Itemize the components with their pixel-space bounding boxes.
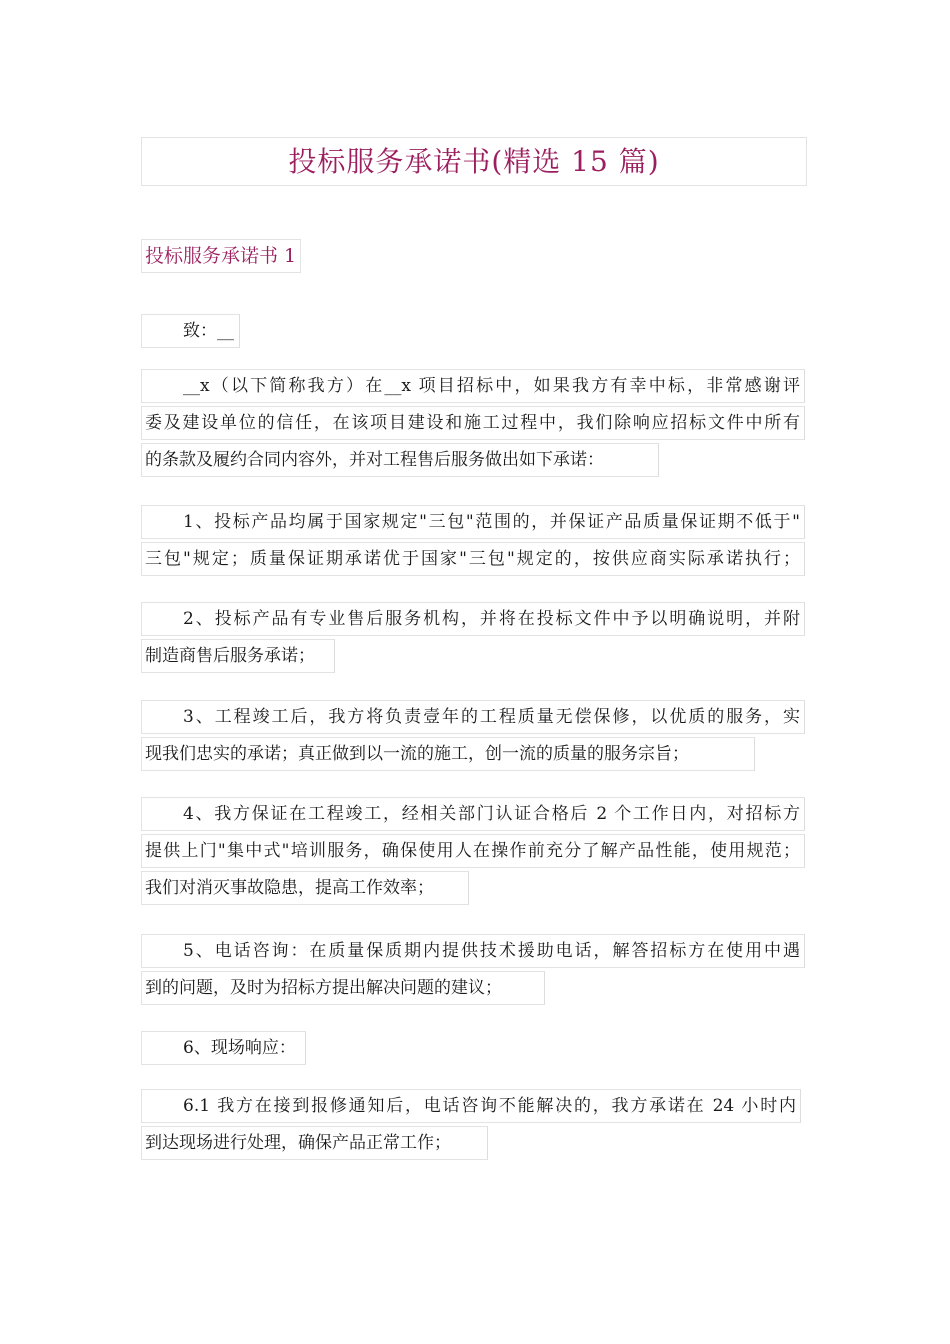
paragraph-line: __x（以下简称我方）在__x 项目招标中，如果我方有幸中标，非常感谢评 bbox=[141, 369, 805, 403]
paragraph-line: 6.1 我方在接到报修通知后，电话咨询不能解决的，我方承诺在 24 小时内 bbox=[141, 1089, 801, 1123]
paragraph-line: 6、现场响应： bbox=[141, 1031, 306, 1065]
section-heading-box bbox=[141, 239, 301, 273]
paragraph-line: 委及建设单位的信任，在该项目建设和施工过程中，我们除响应招标文件中所有 bbox=[141, 406, 805, 440]
commitment-item-6 bbox=[141, 1031, 807, 1065]
paragraph-line: 3、工程竣工后，我方将负责壹年的工程质量无偿保修，以优质的服务，实 bbox=[141, 700, 805, 734]
title-box bbox=[141, 137, 807, 186]
paragraph-line: 到达现场进行处理，确保产品正常工作； bbox=[141, 1126, 488, 1160]
paragraph-line: 2、投标产品有专业售后服务机构，并将在投标文件中予以明确说明，并附 bbox=[141, 602, 805, 636]
paragraph-line: 现我们忠实的承诺；真正做到以一流的施工，创一流的质量的服务宗旨； bbox=[141, 737, 755, 771]
commitment-item-1 bbox=[141, 505, 807, 576]
paragraph-line: 制造商售后服务承诺； bbox=[141, 639, 335, 673]
commitment-item-2 bbox=[141, 602, 807, 673]
paragraph-line: 三包"规定；质量保证期承诺优于国家"三包"规定的，按供应商实际承诺执行； bbox=[141, 542, 805, 576]
paragraph-line: 致：__ bbox=[141, 314, 240, 348]
section-heading: 投标服务承诺书 1 bbox=[145, 244, 297, 267]
paragraph-line: 提供上门"集中式"培训服务，确保使用人在操作前充分了解产品性能，使用规范； bbox=[141, 834, 805, 868]
intro-paragraph bbox=[141, 369, 807, 477]
commitment-item-3 bbox=[141, 700, 807, 771]
paragraph-line: 5、电话咨询：在质量保质期内提供技术援助电话，解答招标方在使用中遇 bbox=[141, 934, 805, 968]
commitment-item-6-1 bbox=[141, 1089, 807, 1160]
paragraph-line: 1、投标产品均属于国家规定"三包"范围的，并保证产品质量保证期不低于" bbox=[141, 505, 805, 539]
salutation-paragraph bbox=[141, 314, 807, 348]
paragraph-line: 4、我方保证在工程竣工，经相关部门认证合格后 2 个工作日内，对招标方 bbox=[141, 797, 805, 831]
paragraph-line: 到的问题，及时为招标方提出解决问题的建议； bbox=[141, 971, 545, 1005]
paragraph-line: 我们对消灭事故隐患，提高工作效率； bbox=[141, 871, 469, 905]
document-title: 投标服务承诺书(精选 15 篇) bbox=[288, 144, 660, 178]
commitment-item-5 bbox=[141, 934, 807, 1005]
commitment-item-4 bbox=[141, 797, 807, 905]
paragraph-line: 的条款及履约合同内容外，并对工程售后服务做出如下承诺： bbox=[141, 443, 659, 477]
